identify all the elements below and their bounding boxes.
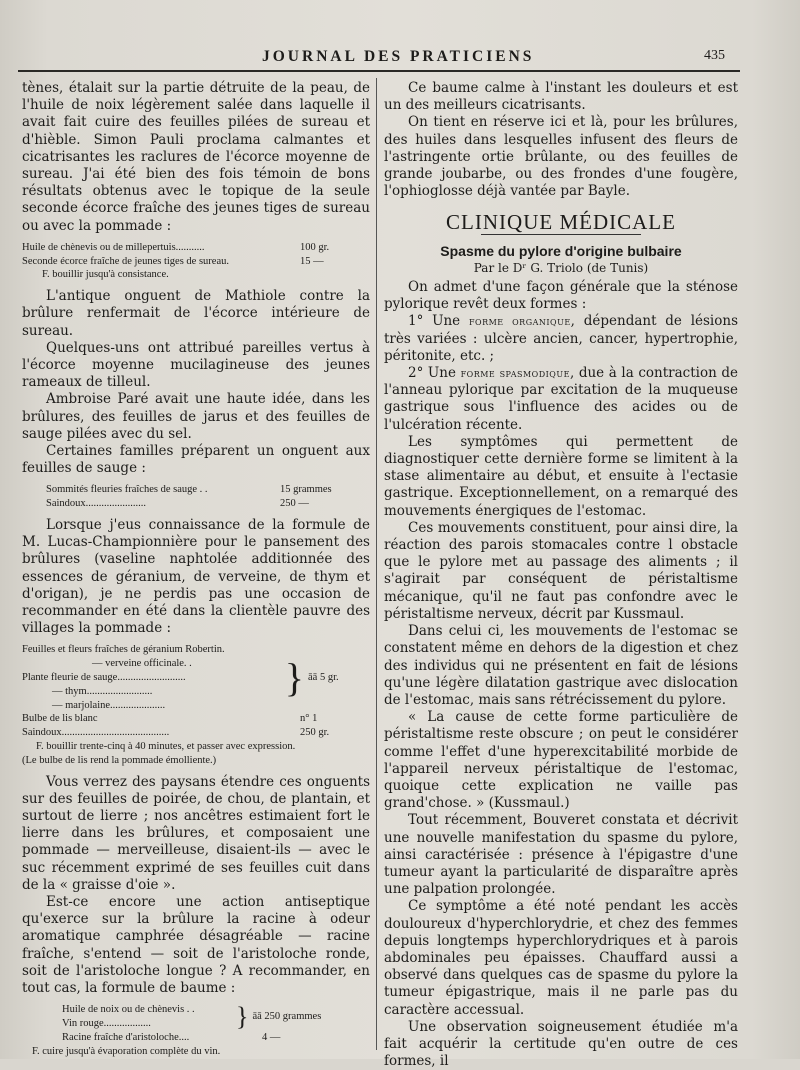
formula-sureau <box>22 241 370 282</box>
paragraph: Lorsque j'eus connaissance de la formule de M. Lucas-Championnière pour le pansement des brûlures (vaseline naphtolée additionnée des essences de géranium, de verveine, de thym et d'origan), je ne perdis pas une occasion de recommander en été dans la clientèle pauvre des villages la pommade : <box>22 517 370 637</box>
page-header <box>0 44 800 68</box>
paragraph: Certaines familles préparent un onguent aux feuilles de sauge : <box>22 443 370 477</box>
formula-baume: Huile de noix ou de chènevis . . Vin rouge.................. } āā 250 grammes Racine fraîche d'aristoloche.... 4 — <box>22 1003 370 1044</box>
formula-sauge <box>22 483 370 511</box>
formula-row: Huile de chènevis ou de millepertuis........... 100 gr. <box>22 241 330 253</box>
paragraph: Ce symptôme a été noté pendant les accès douloureux d'hyperchlorydrie, et chez des femmes depuis longtemps hyperchlorydriques et à parois abdominales peu épaisses. Chauffard aussi a observé dans quelques cas de spasme du pylore la tumeur épigastrique, mais il ne parle pas du caractère accessual. <box>384 898 738 1018</box>
paragraph: Tout récemment, Bouveret constata et décrivit une nouvelle manifestation du spasme du pylore, ainsi caractérisée : présence à l'épigastre d'une tumeur ayant la particularité de disparaître après une palpation prolongée. <box>384 812 738 898</box>
brace-icon: } <box>236 1002 249 1032</box>
paragraph: On tient en réserve ici et là, pour les brûlures, des huiles dans lesquelles infusent des fleurs de l'astringente ortie brûlante, ou des feuilles de grande joubarbe, ou des frondes d'une fougère, l'ophioglosse déjà vantée par Bayle. <box>384 114 738 200</box>
paragraph: 2° Une forme spasmodique, due à la contraction de l'anneau pylorique par excitation de la muqueuse gastrique sous l'influence des acides ou de l'ulcération récente. <box>384 365 739 433</box>
paragraph: L'antique onguent de Mathiole contre la brûlure renfermait de l'écorce intérieure de sureau. <box>22 288 370 339</box>
formula-note: (Le bulbe de lis rend la pommade émolliente.) <box>22 754 217 766</box>
formula-row: Saindoux....................... 250 — <box>46 498 309 510</box>
column-divider <box>376 78 377 1050</box>
section-title: CLINIQUE MÉDICALE <box>446 210 676 235</box>
formula-row: Bulbe de lis blanc n° 1 <box>22 713 318 725</box>
formula-row: Saindoux......................................... 250 gr. <box>22 727 330 739</box>
formula-note: F. cuire jusqu'à évaporation complète du vin. <box>32 1045 221 1057</box>
paragraph: « La cause de cette forme particulière de péristaltisme reste obscure ; on peut le considérer comme l'effet d'une hyperexcitabilité morbide de l'appareil nerveux péristaltique de l'estomac, quoique cette explication ne vaille pas grand'chose. » (Kussmaul.) <box>384 709 738 812</box>
formula-note: F. bouillir trente-cinq à 40 minutes, et passer avec expression. <box>36 741 296 753</box>
formula-row: Sommités fleuries fraîches de sauge . . 15 grammes <box>46 484 332 496</box>
paragraph: Quelques-uns ont attribué pareilles vertus à l'écorce moyenne mucilagineuse des jeunes rameaux de tilleul. <box>22 339 370 391</box>
paragraph: Les symptômes qui permettent de diagnostiquer cette dernière forme se limitent à la stase alimentaire au début, et ensuite à l'ectasie gastrique. Exceptionnellement, on a remarqué des mouvements énergiques de l'estomac. <box>384 433 738 519</box>
paragraph: Ambroise Paré avait une haute idée, dans les brûlures, des feuilles de jarus et des feuilles de sauge pilées avec du sel. <box>22 391 370 442</box>
paragraph: 1° Une forme organique, dépendant de lésions très variées : ulcère ancien, cancer, hypertrophie, péritonite, etc. ; <box>384 313 738 364</box>
article-title: Spasme du pylore d'origine bulbaire <box>440 242 682 259</box>
paragraph: Est-ce encore une action antiseptique qu'exerce sur la brûlure la racine à odeur aromatique camphrée désagréable — racine fraîche, s'entend — soit de l'aristoloche ronde, soit de l'aristoloche longue ? A recommander, en tout cas, la formule de baume : <box>22 894 370 997</box>
journal-title: JOURNAL DES PRATICIENS <box>262 48 535 65</box>
formula-qty: āā 250 grammes <box>252 1011 322 1023</box>
formula-row: Racine fraîche d'aristoloche.... 4 — <box>62 1031 281 1043</box>
formula-note: F. bouillir jusqu'à consistance. <box>42 269 169 281</box>
left-column <box>22 80 370 1058</box>
formula-row: Seconde écorce fraîche de jeunes tiges de sureau. 15 — <box>22 255 324 267</box>
formula-geranium: Feuilles et fleurs fraîches de géranium Robertin. — verveine officinale. . Plante fleurie de sauge.......................... — thym......................... — marjolaine..................... } āā 5 gr. Bulbe de lis blanc n° 1 Saindoux......................................... 250 gr. F. bouillir trente-cinq à 40 minutes, et passer avec expression. (Le bulbe de lis rend la pommade émolliente.) <box>22 643 370 767</box>
formula-qty: āā 5 gr. <box>308 672 339 684</box>
right-column <box>384 80 738 1070</box>
paragraph: On admet d'une façon générale que la sténose pylorique revêt deux formes : <box>384 279 738 313</box>
brace-icon: } <box>284 654 304 700</box>
paragraph: Vous verrez des paysans étendre ces onguents sur des feuilles de poirée, de chou, de plantain, et surtout de lierre ; nos ancêtres estimaient fort le lierre dans les brûlures, et composaient une pommade — merveilleuse, disaient-ils — avec le suc récemment exprimé de ses feuilles cuit dans de la « graisse d'oie ». <box>22 773 370 893</box>
paragraph: Dans celui ci, les mouvements de l'estomac se constatent même en dehors de la digestion et chez des individus qui ne présentent en fait de lésions qu'une légère dilatation gastrique avec dislocation de l'estomac, mais sans rétrécissement du pylore. <box>384 623 738 708</box>
byline: Par le Dʳ G. Triolo (de Tunis) <box>473 260 649 275</box>
page-number: 435 <box>704 48 725 63</box>
paragraph: Une observation soigneusement étudiée m'a fait acquérir la certitude qu'en outre de ces formes, il <box>384 1018 738 1070</box>
header-rule <box>18 70 740 72</box>
paragraph: Ces mouvements constituent, pour ainsi dire, la réaction des parois stomacales contre l obstacle que le pylore met au passage des aliments ; il s'agirait par conséquent de péristaltisme mécanique, qu'il ne faut pas confondre avec le péristaltisme nerveux, décrit par Kussmaul. <box>384 519 738 622</box>
paragraph: Ce baume calme à l'instant les douleurs et est un des meilleurs cicatrisants. <box>384 80 738 114</box>
paragraph: tènes, étalait sur la partie détruite de la peau, de l'huile de noix légèrement salée dans laquelle il avait fait cuire des feuilles pilées de sureau et d'hièble. Simon Pauli proclama calmantes et cicatrisantes les raclures de l'écorce moyenne de sureau. J'ai été bien des fois témoin de bons résultats obtenus avec le topique de la seule seconde écorce fraîche des jeunes tiges de sureau ou avec la pommade : <box>22 80 370 234</box>
